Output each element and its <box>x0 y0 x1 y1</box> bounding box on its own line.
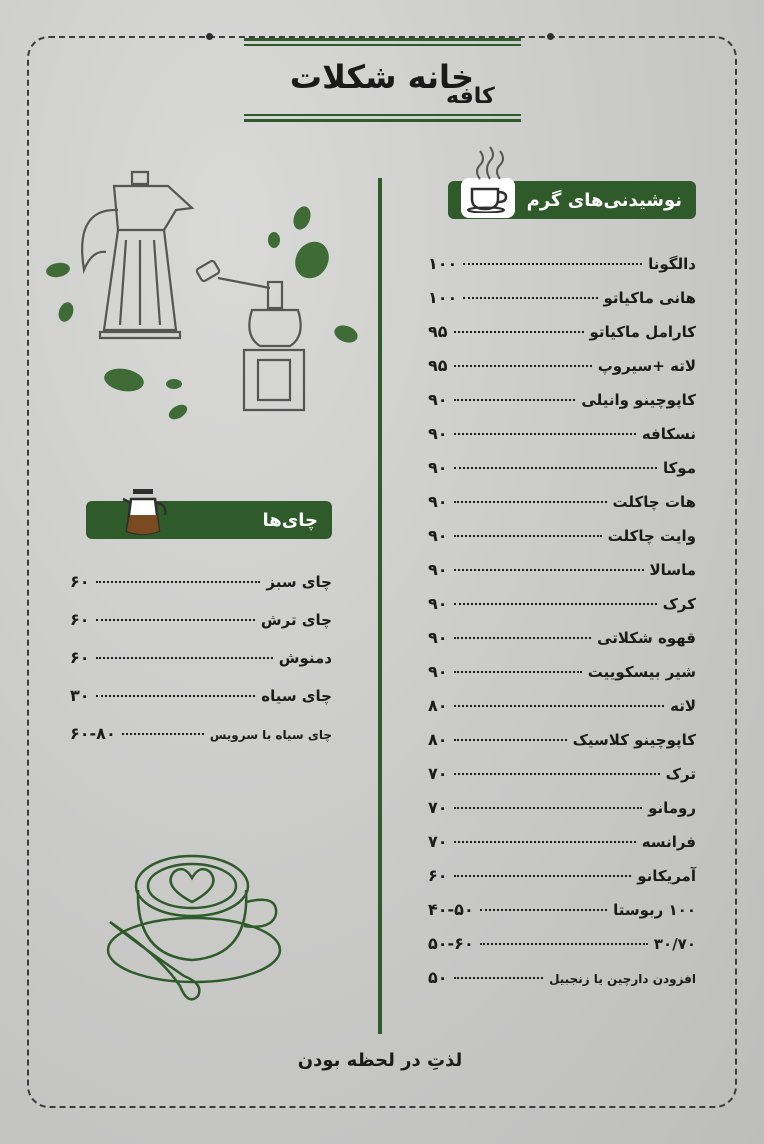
dot-leader <box>480 943 648 945</box>
item-price: ۹۰ <box>428 594 448 613</box>
item-name: هات چاکلت <box>612 493 696 511</box>
tea-item-2 <box>70 648 332 667</box>
item-name: چای سیاه با سرویس <box>209 728 332 742</box>
dot-leader <box>122 733 204 735</box>
latte-art-cup-illustration <box>100 846 290 1016</box>
cafe-subtitle: کافه <box>446 84 495 109</box>
item-name: کرک <box>662 595 696 613</box>
item-name: دالگونا <box>648 255 696 273</box>
moka-pot-illustration <box>82 172 192 338</box>
dot-leader <box>454 365 592 367</box>
item-price: ۵۰ <box>428 968 448 987</box>
title-rule-bottom-thin <box>244 114 521 116</box>
hot-drink-item-1 <box>428 288 696 307</box>
item-name: ۳۰/۷۰ <box>653 935 696 953</box>
item-name: هانی ماکیاتو <box>603 289 696 307</box>
dot-leader <box>454 569 644 571</box>
dot-leader <box>454 331 584 333</box>
hot-drink-item-6 <box>428 458 696 477</box>
coffee-cup-icon <box>461 178 515 218</box>
hot-drink-item-10 <box>428 594 696 613</box>
item-name: نسکافه <box>641 425 696 443</box>
item-name: چای سبز <box>266 573 332 591</box>
item-price: ۶۰ <box>70 572 90 591</box>
item-name: افزودن دارچین یا زنجبیل <box>549 972 696 986</box>
item-price: ۱۰۰ <box>428 288 458 307</box>
hot-drink-item-12 <box>428 662 696 681</box>
dot-leader <box>454 535 602 537</box>
item-price: ۹۰ <box>428 560 448 579</box>
item-price: ۹۰ <box>428 492 448 511</box>
hot-drink-item-4 <box>428 390 696 409</box>
hot-drink-item-19 <box>428 900 696 919</box>
dot-leader <box>454 501 607 503</box>
dot-leader <box>454 671 582 673</box>
hot-drink-item-0 <box>428 254 696 273</box>
teapot-icon <box>118 488 172 536</box>
item-price: ۶۰ <box>428 866 448 885</box>
hot-drink-item-15 <box>428 764 696 783</box>
dot-leader <box>454 807 643 809</box>
tea-item-1 <box>70 610 332 629</box>
dot-leader <box>454 433 636 435</box>
item-name: دمنوش <box>278 649 332 667</box>
item-name: کاپوچینو کلاسیک <box>572 731 696 749</box>
item-name: قهوه شکلاتی <box>597 629 696 647</box>
item-price: ۶۰-۸۰ <box>70 724 116 743</box>
dot-leader <box>454 603 657 605</box>
frame-dot <box>206 33 213 40</box>
item-name: وایت چاکلت <box>607 527 696 545</box>
hot-drink-item-21 <box>428 968 696 987</box>
coffee-grinder-illustration <box>196 260 304 410</box>
hot-drink-item-18 <box>428 866 696 885</box>
tea-item-0 <box>70 572 332 591</box>
item-name: چای ترش <box>260 611 332 629</box>
dot-leader <box>96 619 255 621</box>
hot-drink-item-17 <box>428 832 696 851</box>
hot-drink-item-13 <box>428 696 696 715</box>
item-name: چای سیاه <box>261 687 332 705</box>
dot-leader <box>454 399 576 401</box>
item-name: فرانسه <box>641 833 696 851</box>
item-name: موکا <box>662 459 696 477</box>
hot-drink-item-9 <box>428 560 696 579</box>
item-price: ۸۰ <box>428 696 448 715</box>
tea-item-3 <box>70 686 332 705</box>
item-name: ماسالا <box>649 561 696 579</box>
hot-drink-item-2 <box>428 322 696 341</box>
item-price: ۹۰ <box>428 628 448 647</box>
teas-header-label: چای‌ها <box>262 509 318 531</box>
item-name: لاته <box>670 697 696 715</box>
item-name: آمریکانو <box>637 867 696 885</box>
cafe-title: خانه شکلات <box>289 58 475 96</box>
item-name: کاپوچینو وانیلی <box>581 391 696 409</box>
hot-drink-item-3 <box>428 356 696 375</box>
item-price: ۹۵ <box>428 322 448 341</box>
dot-leader <box>96 695 256 697</box>
item-price: ۹۰ <box>428 458 448 477</box>
footer-slogan: لذتِ در لحظه بودن <box>297 1050 463 1071</box>
item-price: ۶۰ <box>70 648 90 667</box>
item-price: ۷۰ <box>428 764 448 783</box>
dot-leader <box>454 773 660 775</box>
item-price: ۹۰ <box>428 662 448 681</box>
dot-leader <box>454 467 657 469</box>
item-price: ۷۰ <box>428 832 448 851</box>
dot-leader <box>454 739 567 741</box>
item-price: ۸۰ <box>428 730 448 749</box>
item-name: شیر بیسکوییت <box>587 663 696 681</box>
item-name: رومانو <box>648 799 696 817</box>
item-price: ۶۰ <box>70 610 90 629</box>
frame-dot <box>547 33 554 40</box>
dot-leader <box>454 875 632 877</box>
hot-drink-item-7 <box>428 492 696 511</box>
item-price: ۹۰ <box>428 390 448 409</box>
dot-leader <box>480 909 607 911</box>
dot-leader <box>463 263 642 265</box>
dot-leader <box>96 657 273 659</box>
item-price: ۹۰ <box>428 424 448 443</box>
item-name: کارامل ماکیاتو <box>589 323 696 341</box>
item-price: ۹۵ <box>428 356 448 375</box>
item-name: ترک <box>665 765 696 783</box>
tea-item-4 <box>70 724 332 743</box>
item-price: ۷۰ <box>428 798 448 817</box>
item-price: ۴۰-۵۰ <box>428 900 474 919</box>
item-price: ۱۰۰ <box>428 254 458 273</box>
hot-drink-item-5 <box>428 424 696 443</box>
item-name: ۱۰۰ ربوستا <box>613 901 696 919</box>
title-rule-top <box>244 38 521 41</box>
hot-drinks-header-label: نوشیدنی‌های گرم <box>526 189 682 211</box>
dot-leader <box>454 977 544 979</box>
dot-leader <box>454 637 592 639</box>
item-price: ۹۰ <box>428 526 448 545</box>
hot-drink-item-16 <box>428 798 696 817</box>
hot-drink-item-20 <box>428 934 696 953</box>
item-name: لاته +سیروپ <box>597 357 696 375</box>
hot-drink-item-14 <box>428 730 696 749</box>
steam-icon <box>470 145 510 181</box>
item-price: ۳۰ <box>70 686 90 705</box>
title-rule-top-thin <box>244 44 521 46</box>
dot-leader <box>454 705 665 707</box>
item-price: ۵۰-۶۰ <box>428 934 474 953</box>
hot-drink-item-8 <box>428 526 696 545</box>
hot-drink-item-11 <box>428 628 696 647</box>
coffee-illustration <box>40 160 370 430</box>
coffee-bean-icon <box>45 204 360 422</box>
dot-leader <box>463 297 597 299</box>
dot-leader <box>96 581 261 583</box>
column-divider <box>378 178 382 1034</box>
dot-leader <box>454 841 636 843</box>
title-rule-bottom <box>244 119 521 122</box>
